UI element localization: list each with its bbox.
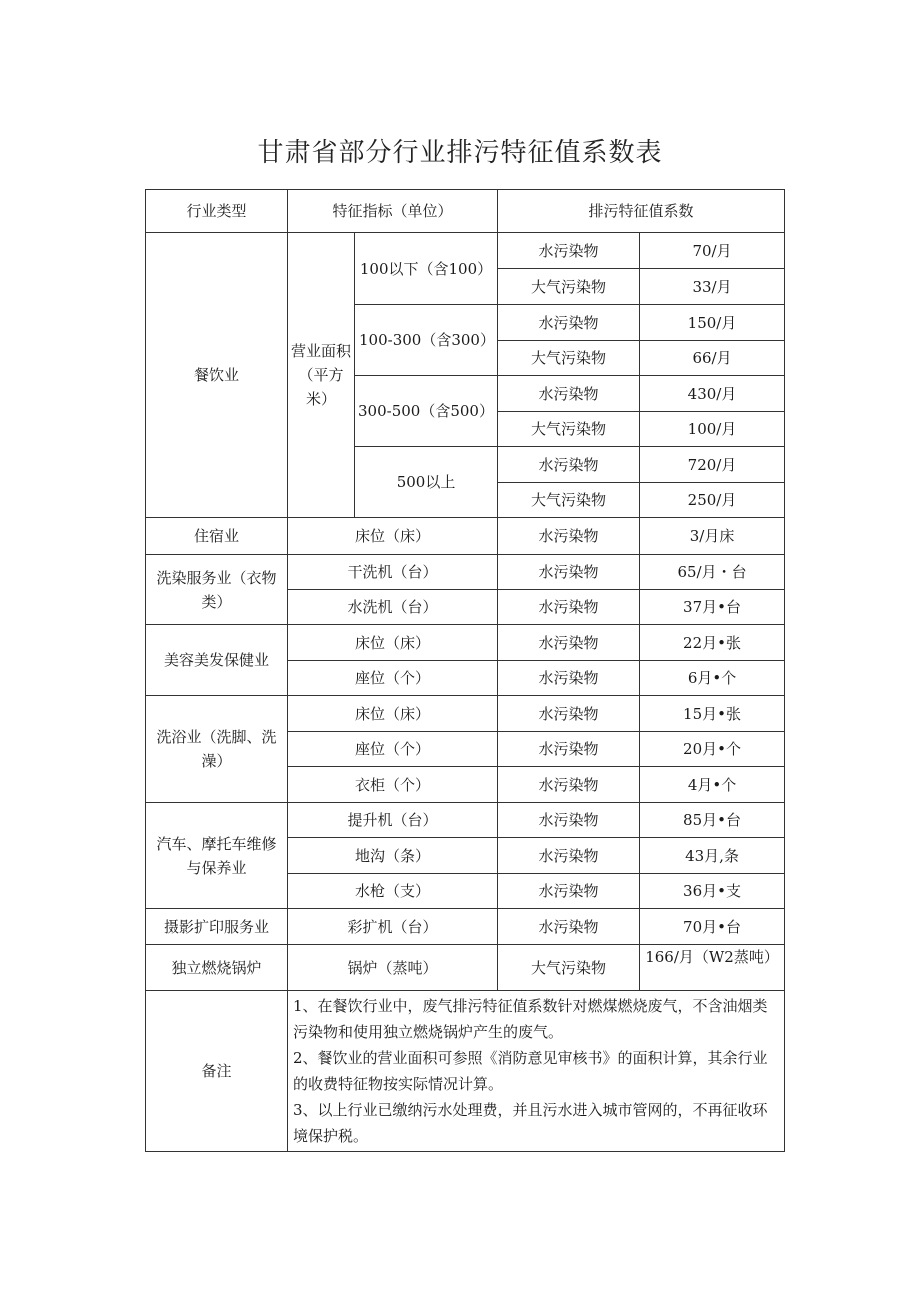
range-cell: 300-500（含500） bbox=[355, 376, 498, 447]
industry-cell: 美容美发保健业 bbox=[146, 625, 288, 696]
header-industry: 行业类型 bbox=[146, 190, 288, 233]
table-header-row bbox=[146, 190, 785, 233]
note-item: 3、以上行业已缴纳污水处理费，并且污水进入城市管网的，不再征收环境保护税。 bbox=[293, 1101, 768, 1145]
value-cell: 37月•台 bbox=[640, 590, 785, 625]
indicator-cell: 水洗机（台） bbox=[288, 590, 498, 625]
value-cell: 43月,条 bbox=[640, 838, 785, 874]
value-cell: 3/月床 bbox=[640, 518, 785, 555]
value-cell: 33/月 bbox=[640, 269, 785, 305]
notes-content bbox=[288, 991, 785, 1152]
table-row bbox=[146, 909, 785, 945]
value-cell: 85月•台 bbox=[640, 803, 785, 838]
indicator-cell: 营业面积（平方米） bbox=[288, 233, 355, 518]
value-cell: 166/月（W2蒸吨） bbox=[640, 945, 785, 991]
pollutant-cell: 水污染物 bbox=[498, 518, 640, 555]
value-cell: 70月•台 bbox=[640, 909, 785, 945]
range-cell: 100-300（含300） bbox=[355, 305, 498, 376]
note-item: 1、在餐饮行业中，废气排污特征值系数针对燃煤燃烧废气，不含油烟类污染物和使用独立燃烧锅炉产生的废气。 bbox=[293, 997, 768, 1041]
indicator-cell: 座位（个） bbox=[288, 732, 498, 767]
industry-cell: 餐饮业 bbox=[146, 233, 288, 518]
value-cell: 720/月 bbox=[640, 447, 785, 483]
indicator-cell: 干洗机（台） bbox=[288, 555, 498, 590]
indicator-cell: 提升机（台） bbox=[288, 803, 498, 838]
value-cell: 22月•张 bbox=[640, 625, 785, 661]
table-row bbox=[146, 945, 785, 991]
pollutant-cell: 大气污染物 bbox=[498, 269, 640, 305]
header-coefficient: 排污特征值系数 bbox=[498, 190, 785, 233]
pollutant-cell: 大气污染物 bbox=[498, 945, 640, 991]
table-row bbox=[146, 803, 785, 838]
pollutant-cell: 水污染物 bbox=[498, 661, 640, 696]
pollutant-cell: 大气污染物 bbox=[498, 412, 640, 447]
table-row bbox=[146, 696, 785, 732]
industry-cell: 独立燃烧锅炉 bbox=[146, 945, 288, 991]
value-cell: 65/月・台 bbox=[640, 555, 785, 590]
industry-cell: 摄影扩印服务业 bbox=[146, 909, 288, 945]
pollutant-cell: 水污染物 bbox=[498, 233, 640, 269]
pollutant-cell: 水污染物 bbox=[498, 838, 640, 874]
pollutant-cell: 水污染物 bbox=[498, 874, 640, 909]
value-cell: 66/月 bbox=[640, 341, 785, 376]
indicator-cell: 地沟（条） bbox=[288, 838, 498, 874]
pollutant-cell: 水污染物 bbox=[498, 305, 640, 341]
pollutant-cell: 水污染物 bbox=[498, 803, 640, 838]
table-row bbox=[146, 233, 785, 269]
range-cell: 100以下（含100） bbox=[355, 233, 498, 305]
pollutant-cell: 水污染物 bbox=[498, 625, 640, 661]
indicator-cell: 床位（床） bbox=[288, 518, 498, 555]
indicator-cell: 衣柜（个） bbox=[288, 767, 498, 803]
indicator-cell: 锅炉（蒸吨） bbox=[288, 945, 498, 991]
range-cell: 500以上 bbox=[355, 447, 498, 518]
industry-cell: 住宿业 bbox=[146, 518, 288, 555]
pollutant-cell: 水污染物 bbox=[498, 767, 640, 803]
value-cell: 6月•个 bbox=[640, 661, 785, 696]
value-cell: 150/月 bbox=[640, 305, 785, 341]
pollutant-cell: 水污染物 bbox=[498, 909, 640, 945]
industry-cell: 洗染服务业（衣物类） bbox=[146, 555, 288, 625]
indicator-cell: 床位（床） bbox=[288, 625, 498, 661]
pollutant-cell: 大气污染物 bbox=[498, 483, 640, 518]
industry-cell: 汽车、摩托车维修与保养业 bbox=[146, 803, 288, 909]
indicator-cell: 座位（个） bbox=[288, 661, 498, 696]
table-row bbox=[146, 518, 785, 555]
pollutant-cell: 水污染物 bbox=[498, 732, 640, 767]
pollutant-cell: 水污染物 bbox=[498, 590, 640, 625]
value-cell: 4月•个 bbox=[640, 767, 785, 803]
header-indicator: 特征指标（单位） bbox=[288, 190, 498, 233]
page-title: 甘肃省部分行业排污特征值系数表 bbox=[257, 138, 663, 168]
table-row bbox=[146, 555, 785, 590]
table-row bbox=[146, 625, 785, 661]
value-cell: 250/月 bbox=[640, 483, 785, 518]
industry-cell: 洗浴业（洗脚、洗澡） bbox=[146, 696, 288, 803]
value-cell: 100/月 bbox=[640, 412, 785, 447]
value-cell: 430/月 bbox=[640, 376, 785, 412]
notes-row bbox=[146, 991, 785, 1152]
pollutant-cell: 水污染物 bbox=[498, 447, 640, 483]
value-cell: 20月•个 bbox=[640, 732, 785, 767]
pollutant-cell: 水污染物 bbox=[498, 376, 640, 412]
value-cell: 70/月 bbox=[640, 233, 785, 269]
indicator-cell: 床位（床） bbox=[288, 696, 498, 732]
pollutant-cell: 大气污染物 bbox=[498, 341, 640, 376]
pollutant-cell: 水污染物 bbox=[498, 555, 640, 590]
notes-label: 备注 bbox=[146, 991, 288, 1152]
indicator-cell: 水枪（支） bbox=[288, 874, 498, 909]
note-item: 2、餐饮业的营业面积可参照《消防意见审核书》的面积计算，其余行业的收费特征物按实际情况计算。 bbox=[293, 1049, 768, 1093]
indicator-cell: 彩扩机（台） bbox=[288, 909, 498, 945]
value-cell: 15月•张 bbox=[640, 696, 785, 732]
pollutant-cell: 水污染物 bbox=[498, 696, 640, 732]
value-cell: 36月•支 bbox=[640, 874, 785, 909]
coefficient-table bbox=[145, 189, 785, 1152]
